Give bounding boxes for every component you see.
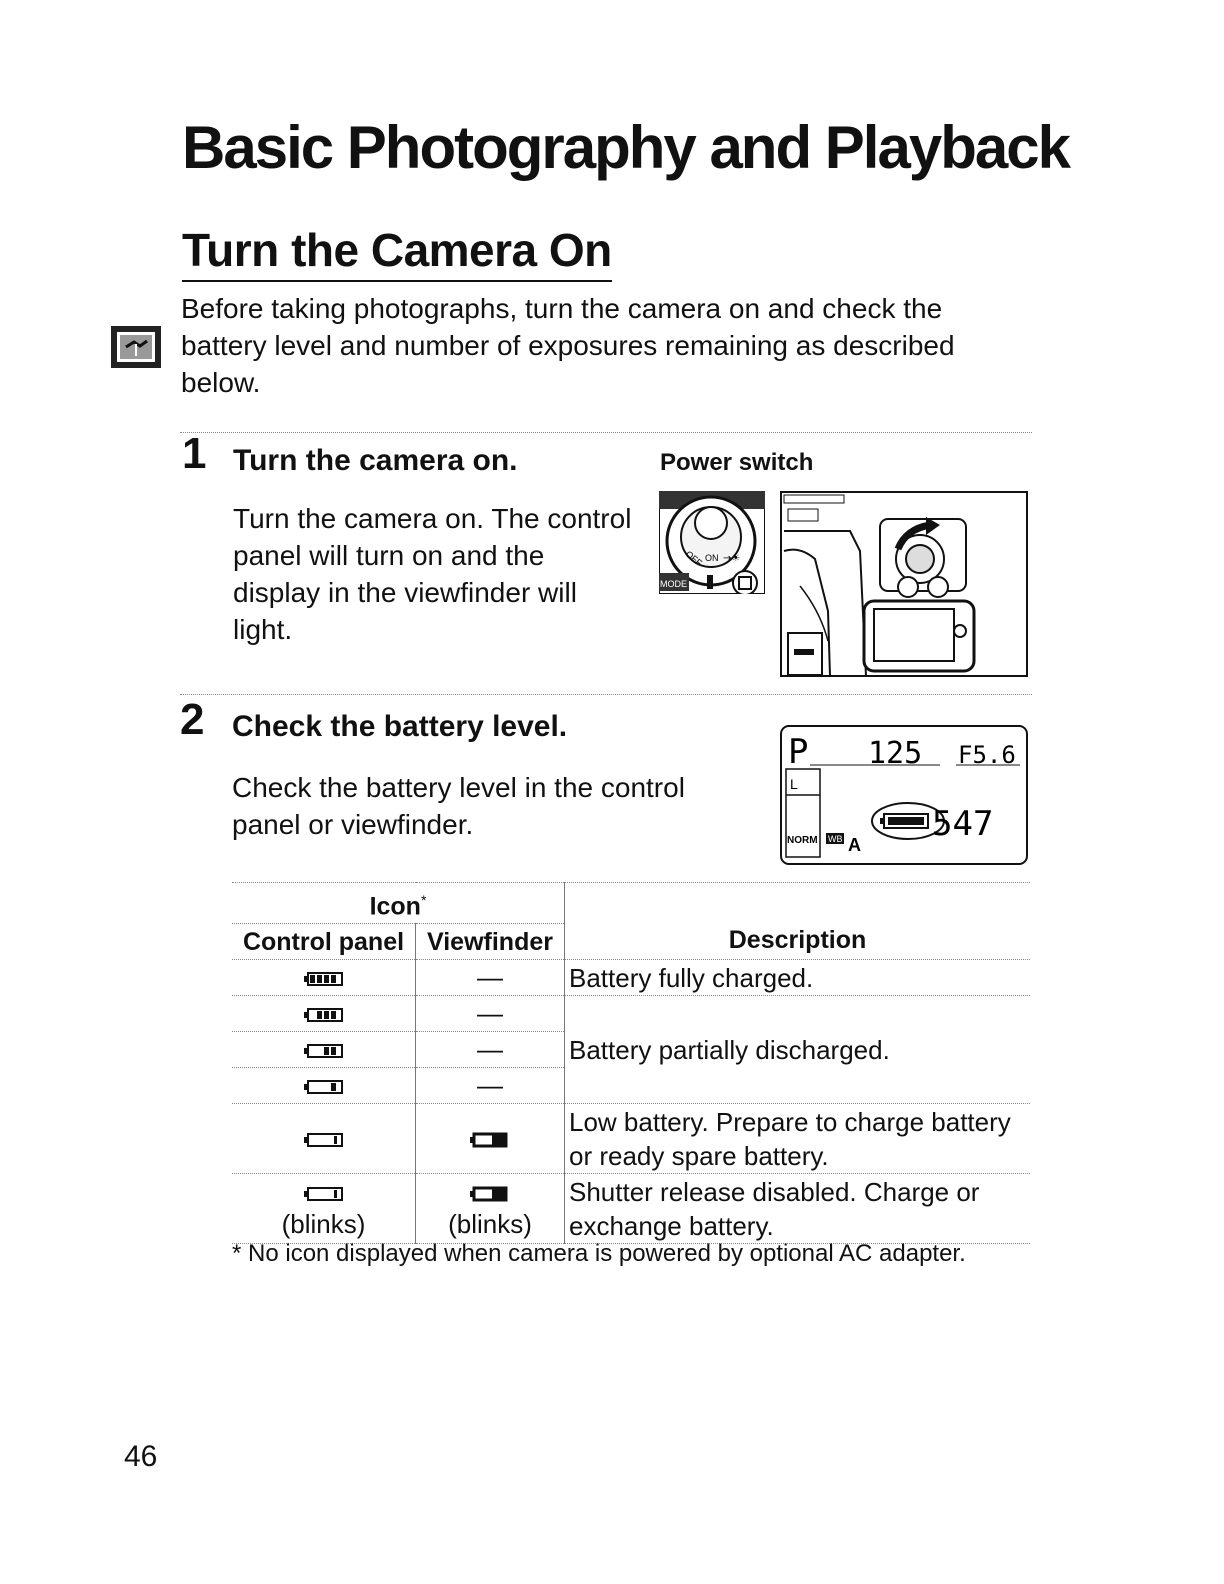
switch-on-label: ON <box>705 553 719 563</box>
battery-low-icon <box>232 1104 416 1174</box>
battery-icon-cp-row-3 <box>302 1078 346 1096</box>
header-viewfinder: Viewfinder <box>416 924 565 960</box>
battery-level-3-icon <box>232 996 416 1032</box>
battery-level-table <box>232 882 1030 1244</box>
viewfinder-battery-low-icon <box>416 1104 565 1174</box>
lcd-quality: NORM <box>787 835 818 846</box>
switch-off-label: OFF <box>683 548 704 569</box>
step-1-number: 1 <box>182 429 207 478</box>
mode-button-label: MODE <box>660 579 687 589</box>
lcd-mode: P <box>788 732 809 772</box>
table-row <box>232 960 1030 996</box>
svg-text:→☀: →☀ <box>723 553 741 564</box>
camera-mode-icon <box>110 325 162 369</box>
battery-icon-cp-row-5 <box>302 1185 346 1203</box>
viewfinder-none: — <box>477 1070 503 1101</box>
header-description: Description <box>565 883 1031 960</box>
divider <box>180 432 1032 433</box>
step-1-text: Turn the camera on. The control panel will turn on and the display in the viewfinder will light. <box>233 503 632 645</box>
description-cell: Shutter release disabled. Charge or exchange battery. <box>565 1174 1031 1244</box>
battery-level-2-icon <box>232 1032 416 1068</box>
table-row <box>232 996 1030 1032</box>
battery-icon-cp-row-0 <box>302 970 346 988</box>
step-2-title: Check the battery level. <box>232 710 568 743</box>
intro-paragraph: Before taking photographs, turn the camera on and check the battery level and number of exposures remaining as described below. <box>181 293 955 398</box>
lcd-aperture: F5.6 <box>958 741 1016 769</box>
lcd-wb-mode: A <box>848 835 861 855</box>
lcd-shutter-speed: 125 <box>868 736 923 771</box>
description-cell: Battery fully charged. <box>565 960 1031 996</box>
battery-full-icon <box>232 960 416 996</box>
page-number: 46 <box>124 1440 158 1473</box>
camera-back-image <box>780 491 1028 677</box>
table-row <box>232 1104 1030 1174</box>
step-2-text: Check the battery level in the control panel or viewfinder. <box>232 772 685 840</box>
viewfinder-none: — <box>477 1034 503 1065</box>
step-2-number: 2 <box>180 695 205 744</box>
step-1-title: Turn the camera on. <box>233 444 518 477</box>
header-control-panel: Control panel <box>232 924 416 960</box>
power-switch-label: Power switch <box>660 449 814 476</box>
battery-icon-vf-row-5 <box>468 1185 512 1203</box>
viewfinder-none: — <box>477 962 503 993</box>
footnote: * No icon displayed when camera is powered by optional AC adapter. <box>232 1240 966 1267</box>
description-cell: Low battery. Prepare to charge battery or ready spare battery. <box>565 1104 1031 1174</box>
control-panel-lcd-image <box>780 725 1028 865</box>
battery-icon-cp-row-2 <box>302 1042 346 1060</box>
battery-icon-vf-row-4 <box>468 1131 512 1149</box>
chapter-title: Basic Photography and Playback <box>182 114 1069 181</box>
header-icon: Icon* <box>232 883 565 924</box>
table-row <box>232 1174 1030 1244</box>
battery-empty-blinking-icon <box>232 1174 416 1244</box>
lcd-wb: WB <box>828 834 843 844</box>
section-title: Turn the Camera On <box>182 222 612 282</box>
lcd-exposures-remaining: 547 <box>932 804 994 844</box>
battery-icon-cp-row-4 <box>302 1131 346 1149</box>
description-cell: Battery partially discharged. <box>565 996 1031 1104</box>
battery-level-1-icon <box>232 1068 416 1104</box>
blinks-note: (blinks) <box>281 1209 366 1240</box>
divider <box>180 694 1032 695</box>
blinks-note: (blinks) <box>448 1209 532 1240</box>
viewfinder-battery-blinking-icon <box>416 1174 565 1244</box>
lcd-image-size: L <box>790 776 798 792</box>
viewfinder-none: — <box>477 998 503 1029</box>
battery-icon-cp-row-1 <box>302 1006 346 1024</box>
power-switch-closeup-image <box>659 491 765 594</box>
